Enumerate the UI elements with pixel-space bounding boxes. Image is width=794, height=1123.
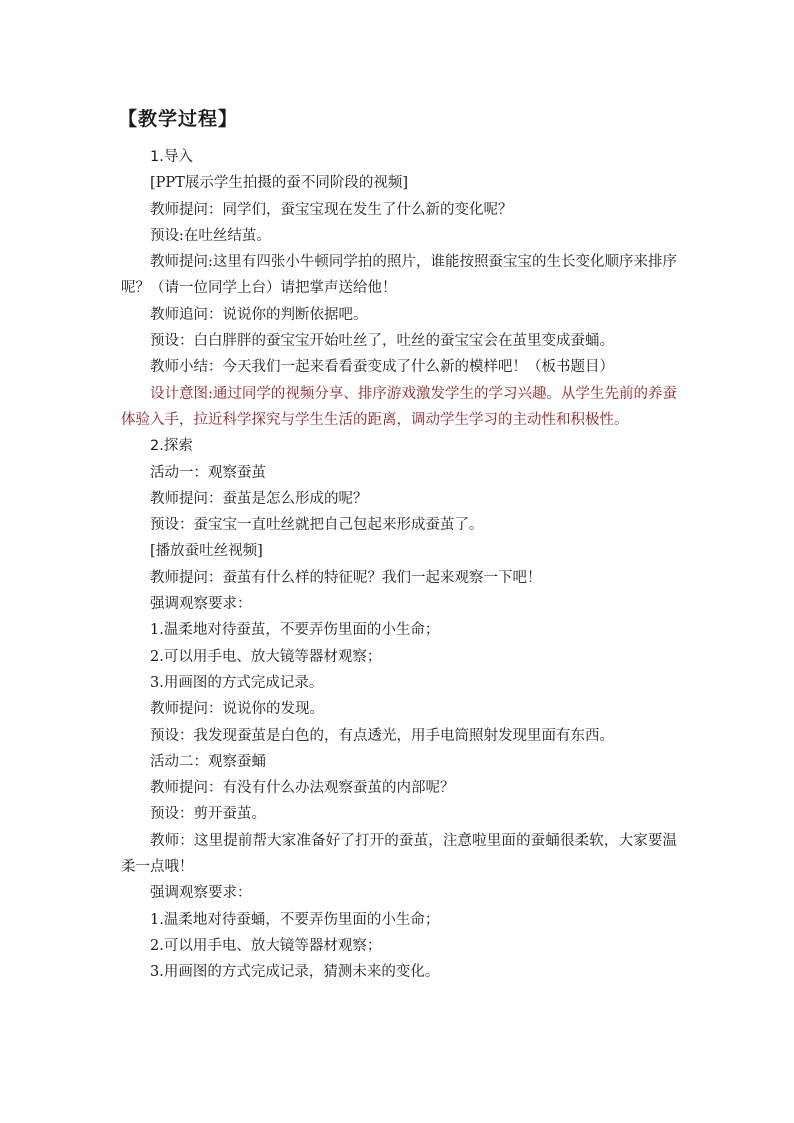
paragraph: [PPT展示学生拍摄的蚕不同阶段的视频]: [150, 175, 408, 192]
paragraph: 强调观察要求：: [150, 596, 252, 613]
section-heading: 【教学过程】: [118, 108, 239, 130]
paragraph: 教师：这里提前帮大家准备好了打开的蚕茧，注意啦里面的蚕蛹很柔软，大家要温柔一点哦！: [121, 832, 677, 876]
paragraph: 3.用画图的方式完成记录。: [150, 674, 324, 691]
paragraph: 预设：白白胖胖的蚕宝宝开始吐丝了，吐丝的蚕宝宝会在茧里变成蚕蛹。: [150, 333, 614, 350]
document-body: [121, 144, 677, 986]
paragraph: 教师提问：有没有什么办法观察蚕茧的内部呢？: [150, 780, 455, 797]
section-title: 2.探索: [150, 438, 193, 455]
paragraph: 2.可以用手电、放大镜等器材观察；: [150, 937, 382, 954]
paragraph: 教师小结：今天我们一起来看看蚕变成了什么新的模样吧！（板书题目）: [150, 359, 614, 376]
paragraph: 教师追问：说说你的判断依据吧。: [150, 306, 368, 323]
paragraph: 预设：剪开蚕茧。: [150, 806, 266, 823]
paragraph: 教师提问：同学们，蚕宝宝现在发生了什么新的变化呢？: [150, 201, 513, 218]
paragraph: 活动二：观察蚕蛹: [150, 753, 266, 770]
paragraph: 预设：蚕宝宝一直吐丝就把自己包起来形成蚕茧了。: [150, 517, 484, 534]
paragraph: 活动一：观察蚕茧: [150, 464, 266, 481]
paragraph: 强调观察要求：: [150, 885, 252, 902]
paragraph: 1.温柔地对待蚕蛹，不要弄伤里面的小生命；: [150, 911, 440, 928]
section-title: 1.导入: [150, 149, 193, 165]
paragraph: 2.可以用手电、放大镜等器材观察；: [150, 648, 382, 665]
paragraph: 教师提问：蚕茧有什么样的特征呢？我们一起来观察一下吧！: [150, 569, 542, 586]
paragraph: 教师提问:这里有四张小牛顿同学拍的照片，谁能按照蚕宝宝的生长变化顺序来排序呢？（请一位同学上台）请把掌声送给他！: [121, 254, 677, 297]
paragraph: 教师提问：说说你的发现。: [150, 701, 324, 718]
paragraph: 预设:在吐丝结茧。: [150, 227, 271, 244]
paragraph: 3.用画图的方式完成记录，猜测未来的变化。: [150, 964, 440, 981]
paragraph: [播放蚕吐丝视频]: [150, 543, 263, 560]
paragraph: 教师提问：蚕茧是怎么形成的呢？: [150, 490, 368, 507]
paragraph: 1.温柔地对待蚕茧，不要弄伤里面的小生命；: [150, 622, 440, 639]
paragraph: 预设：我发现蚕茧是白色的，有点透光，用手电筒照射发现里面有东西。: [150, 727, 614, 744]
design-intent-paragraph: 设计意图:通过同学的视频分享、排序游戏激发学生的学习兴趣。从学生先前的养蚕体验入手，拉近科学探究与学生生活的距离，调动学生学习的主动性和积极性。: [121, 385, 677, 428]
